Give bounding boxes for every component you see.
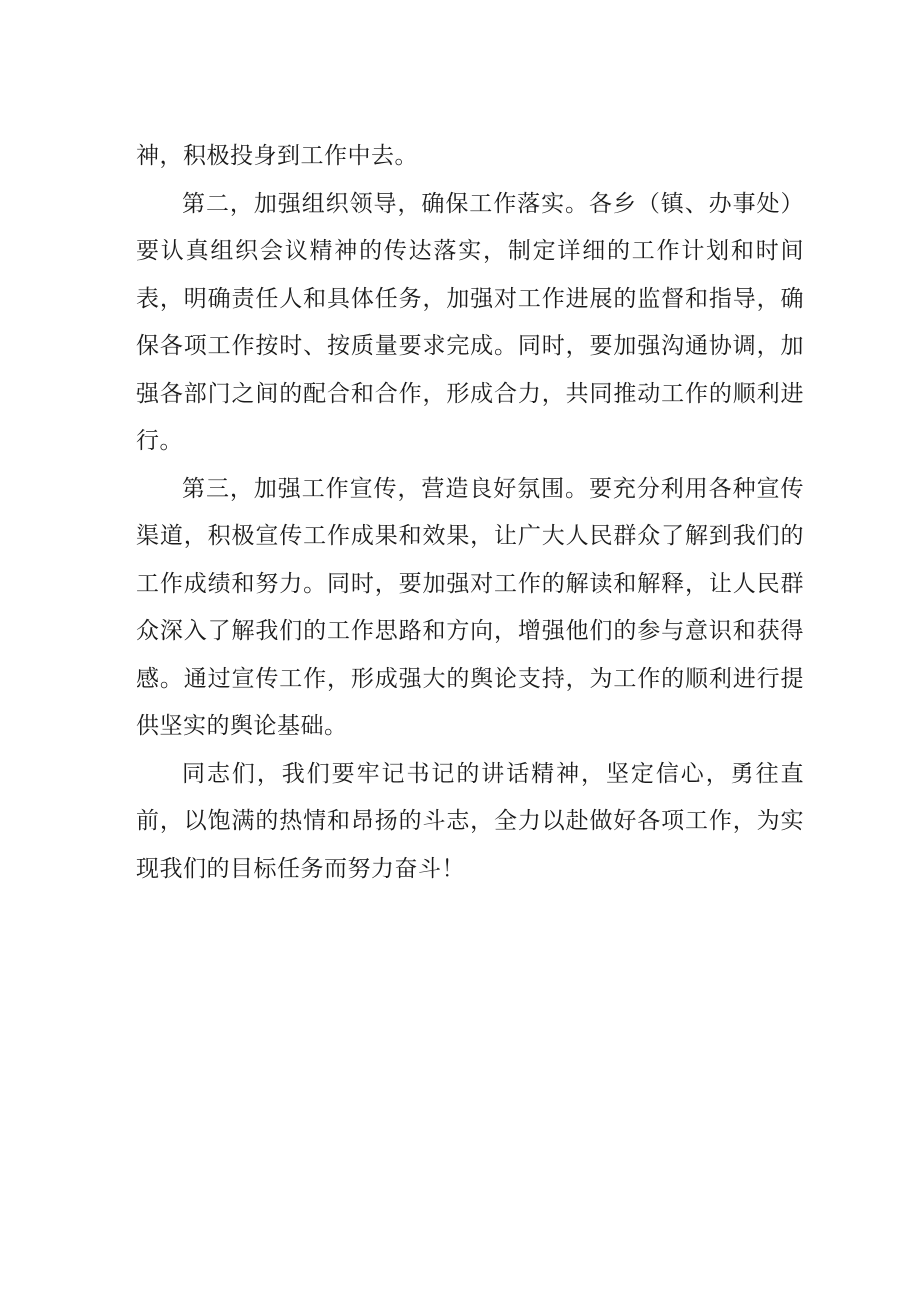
paragraph-continuation: 神，积极投身到工作中去。 [136,143,418,169]
paragraph-second-point: 第二，加强组织领导，确保工作落实。各乡（镇、办事处）要认真组织会议精神的传达落实，制定详细的工作计划和时间表，明确责任人和具体任务，加强对工作进展的监督和指导，确保各项工作按时、按质量要求完成。同时，要加强沟通协调，加强各部门之间的配合和合作，形成合力，共同推动工作的顺利进行。 [136,190,804,454]
document-body [136,133,804,893]
paragraph-closing: 同志们，我们要牢记书记的讲话精神，坚定信心，勇往直前，以饱满的热情和昂扬的斗志，全力以赴做好各项工作，为实现我们的目标任务而努力奋斗！ [136,760,804,882]
paragraph-third-point: 第三，加强工作宣传，营造良好氛围。要充分利用各种宣传渠道，积极宣传工作成果和效果，让广大人民群众了解到我们的工作成绩和努力。同时，要加强对工作的解读和解释，让人民群众深入了解我们的工作思路和方向，增强他们的参与意识和获得感。通过宣传工作，形成强大的舆论支持，为工作的顺利进行提供坚实的舆论基础。 [136,475,804,739]
